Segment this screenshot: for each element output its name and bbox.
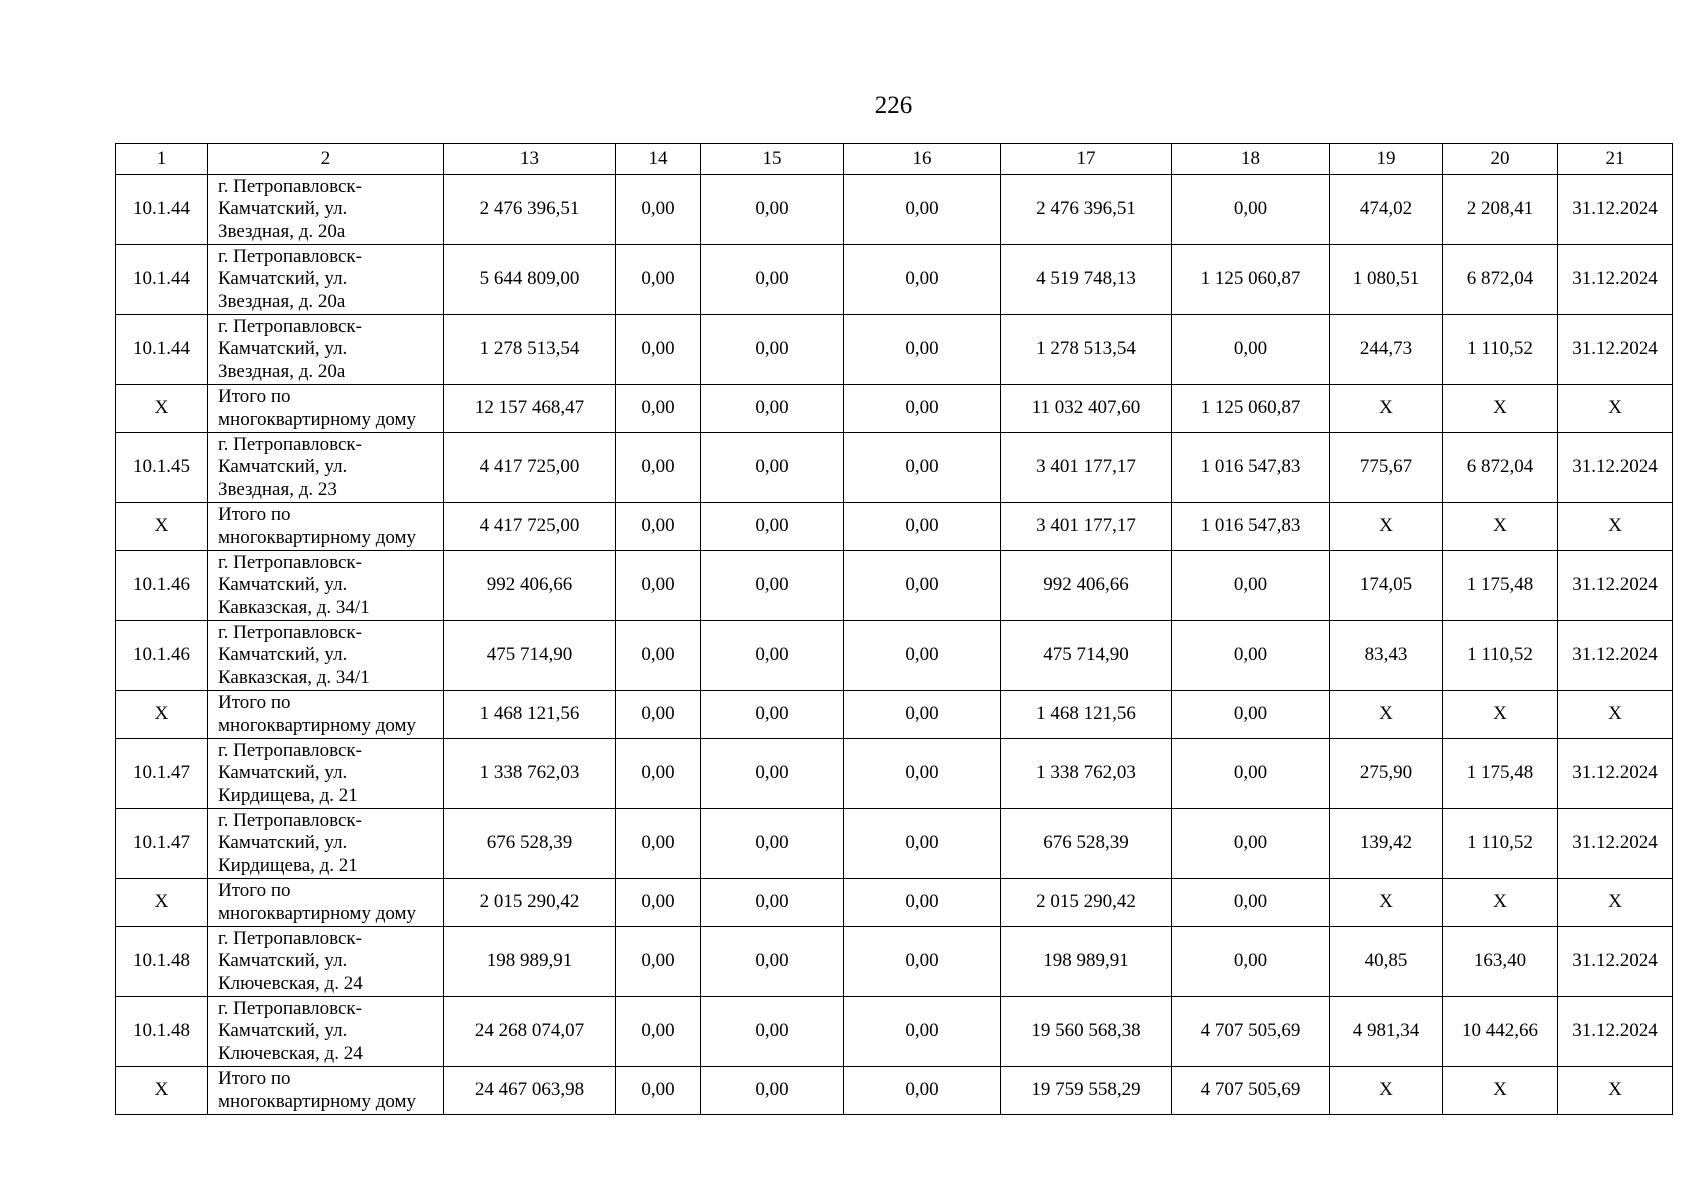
cell-col-18: 1 125 060,87 (1172, 245, 1330, 315)
cell-col-18: 0,00 (1172, 315, 1330, 385)
cell-col-18: 4 707 505,69 (1172, 997, 1330, 1067)
cell-col-19: 4 981,34 (1330, 997, 1443, 1067)
table-row (116, 175, 1673, 245)
cell-col-16: 0,00 (844, 245, 1001, 315)
cell-col-13: 4 417 725,00 (444, 503, 616, 551)
cell-num: 10.1.48 (116, 927, 208, 997)
cell-col-13: 24 467 063,98 (444, 1067, 616, 1115)
cell-address: Итого по многоквартирному дому (208, 879, 444, 927)
cell-col-15: 0,00 (701, 691, 844, 739)
cell-col-16: 0,00 (844, 315, 1001, 385)
cell-col-21: 31.12.2024 (1558, 739, 1673, 809)
column-header-col-17: 17 (1001, 144, 1172, 175)
cell-col-20: X (1443, 1067, 1558, 1115)
cell-col-20: X (1443, 879, 1558, 927)
total-row (116, 691, 1673, 739)
column-header-col-14: 14 (616, 144, 701, 175)
cell-address: г. Петропавловск- Камчатский, ул. Кирдищева, д. 21 (208, 739, 444, 809)
cell-col-18: 0,00 (1172, 739, 1330, 809)
cell-address: г. Петропавловск- Камчатский, ул. Ключевская, д. 24 (208, 927, 444, 997)
cell-col-19: X (1330, 503, 1443, 551)
cell-address: г. Петропавловск- Камчатский, ул. Кирдищева, д. 21 (208, 809, 444, 879)
cell-col-14: 0,00 (616, 551, 701, 621)
cell-col-14: 0,00 (616, 879, 701, 927)
cell-col-14: 0,00 (616, 691, 701, 739)
cell-col-18: 0,00 (1172, 551, 1330, 621)
cell-col-20: X (1443, 691, 1558, 739)
cell-col-14: 0,00 (616, 175, 701, 245)
cell-col-17: 19 759 558,29 (1001, 1067, 1172, 1115)
cell-col-16: 0,00 (844, 879, 1001, 927)
cell-col-15: 0,00 (701, 1067, 844, 1115)
cell-col-15: 0,00 (701, 739, 844, 809)
cell-col-21: 31.12.2024 (1558, 245, 1673, 315)
cell-col-19: X (1330, 691, 1443, 739)
cell-col-17: 3 401 177,17 (1001, 503, 1172, 551)
cell-col-19: 275,90 (1330, 739, 1443, 809)
cell-col-16: 0,00 (844, 1067, 1001, 1115)
cell-address: Итого по многоквартирному дому (208, 691, 444, 739)
cell-col-14: 0,00 (616, 739, 701, 809)
cell-col-20: 1 175,48 (1443, 739, 1558, 809)
cell-col-21: 31.12.2024 (1558, 927, 1673, 997)
cell-col-21: 31.12.2024 (1558, 315, 1673, 385)
table-row (116, 927, 1673, 997)
table-row (116, 809, 1673, 879)
cell-address: г. Петропавловск- Камчатский, ул. Звездная, д. 20а (208, 175, 444, 245)
cell-col-19: 474,02 (1330, 175, 1443, 245)
column-header-col-16: 16 (844, 144, 1001, 175)
cell-num: X (116, 879, 208, 927)
cell-col-14: 0,00 (616, 927, 701, 997)
cell-col-16: 0,00 (844, 175, 1001, 245)
cell-col-19: 40,85 (1330, 927, 1443, 997)
table-row (116, 245, 1673, 315)
cell-address: г. Петропавловск- Камчатский, ул. Кавказская, д. 34/1 (208, 551, 444, 621)
cell-col-13: 2 015 290,42 (444, 879, 616, 927)
cell-col-19: 174,05 (1330, 551, 1443, 621)
cell-num: X (116, 385, 208, 433)
cell-col-16: 0,00 (844, 997, 1001, 1067)
cell-address: г. Петропавловск- Камчатский, ул. Кавказская, д. 34/1 (208, 621, 444, 691)
cell-num: X (116, 503, 208, 551)
cell-col-13: 4 417 725,00 (444, 433, 616, 503)
cell-col-16: 0,00 (844, 503, 1001, 551)
cell-col-17: 198 989,91 (1001, 927, 1172, 997)
cell-col-21: 31.12.2024 (1558, 175, 1673, 245)
cell-col-18: 4 707 505,69 (1172, 1067, 1330, 1115)
column-header-address: 2 (208, 144, 444, 175)
column-header-col-15: 15 (701, 144, 844, 175)
cell-col-20: 1 175,48 (1443, 551, 1558, 621)
cell-col-20: 10 442,66 (1443, 997, 1558, 1067)
table-row (116, 997, 1673, 1067)
cell-col-18: 0,00 (1172, 809, 1330, 879)
cell-col-20: 1 110,52 (1443, 809, 1558, 879)
cell-col-19: 1 080,51 (1330, 245, 1443, 315)
cell-col-20: X (1443, 503, 1558, 551)
cell-col-15: 0,00 (701, 927, 844, 997)
column-header-col-13: 13 (444, 144, 616, 175)
total-row (116, 385, 1673, 433)
cell-col-20: X (1443, 385, 1558, 433)
cell-col-15: 0,00 (701, 621, 844, 691)
cell-col-14: 0,00 (616, 503, 701, 551)
cell-col-13: 24 268 074,07 (444, 997, 616, 1067)
column-header-col-18: 18 (1172, 144, 1330, 175)
cell-num: 10.1.46 (116, 551, 208, 621)
cell-col-20: 1 110,52 (1443, 315, 1558, 385)
cell-col-16: 0,00 (844, 621, 1001, 691)
cell-col-13: 475 714,90 (444, 621, 616, 691)
cell-col-18: 0,00 (1172, 621, 1330, 691)
cell-col-15: 0,00 (701, 385, 844, 433)
cell-col-17: 2 476 396,51 (1001, 175, 1172, 245)
cell-col-17: 2 015 290,42 (1001, 879, 1172, 927)
cell-col-14: 0,00 (616, 385, 701, 433)
cell-col-13: 198 989,91 (444, 927, 616, 997)
cell-num: X (116, 691, 208, 739)
cell-col-16: 0,00 (844, 739, 1001, 809)
cell-col-17: 1 338 762,03 (1001, 739, 1172, 809)
cell-address: Итого по многоквартирному дому (208, 385, 444, 433)
cell-col-15: 0,00 (701, 997, 844, 1067)
cell-col-21: X (1558, 1067, 1673, 1115)
cell-col-17: 1 468 121,56 (1001, 691, 1172, 739)
cell-col-19: X (1330, 879, 1443, 927)
cell-col-16: 0,00 (844, 551, 1001, 621)
table-row (116, 315, 1673, 385)
cell-col-21: 31.12.2024 (1558, 551, 1673, 621)
table-row (116, 551, 1673, 621)
cell-col-13: 1 338 762,03 (444, 739, 616, 809)
cell-col-15: 0,00 (701, 809, 844, 879)
cell-col-18: 1 125 060,87 (1172, 385, 1330, 433)
cell-col-18: 0,00 (1172, 879, 1330, 927)
cell-col-20: 6 872,04 (1443, 433, 1558, 503)
cell-col-21: 31.12.2024 (1558, 809, 1673, 879)
cell-address: г. Петропавловск- Камчатский, ул. Звездная, д. 20а (208, 315, 444, 385)
cell-address: г. Петропавловск- Камчатский, ул. Ключевская, д. 24 (208, 997, 444, 1067)
cell-col-17: 676 528,39 (1001, 809, 1172, 879)
column-header-col-21: 21 (1558, 144, 1673, 175)
cell-num: 10.1.44 (116, 315, 208, 385)
cell-col-19: 244,73 (1330, 315, 1443, 385)
cell-col-17: 4 519 748,13 (1001, 245, 1172, 315)
cell-num: 10.1.44 (116, 245, 208, 315)
cell-col-14: 0,00 (616, 809, 701, 879)
cell-col-21: X (1558, 385, 1673, 433)
cell-num: 10.1.46 (116, 621, 208, 691)
cell-col-17: 3 401 177,17 (1001, 433, 1172, 503)
cell-col-15: 0,00 (701, 315, 844, 385)
cell-col-13: 2 476 396,51 (444, 175, 616, 245)
cell-num: X (116, 1067, 208, 1115)
cell-col-17: 11 032 407,60 (1001, 385, 1172, 433)
cell-col-21: 31.12.2024 (1558, 433, 1673, 503)
cell-col-14: 0,00 (616, 433, 701, 503)
cell-col-17: 19 560 568,38 (1001, 997, 1172, 1067)
cell-col-20: 163,40 (1443, 927, 1558, 997)
cell-address: Итого по многоквартирному дому (208, 503, 444, 551)
cell-col-19: 83,43 (1330, 621, 1443, 691)
cell-num: 10.1.47 (116, 739, 208, 809)
cell-col-21: X (1558, 879, 1673, 927)
cell-col-13: 12 157 468,47 (444, 385, 616, 433)
cell-address: Итого по многоквартирному дому (208, 1067, 444, 1115)
header-row (116, 144, 1673, 175)
cell-col-15: 0,00 (701, 551, 844, 621)
cell-col-20: 6 872,04 (1443, 245, 1558, 315)
cell-col-19: 139,42 (1330, 809, 1443, 879)
cell-col-13: 5 644 809,00 (444, 245, 616, 315)
cell-col-14: 0,00 (616, 1067, 701, 1115)
cell-col-21: 31.12.2024 (1558, 621, 1673, 691)
column-header-col-20: 20 (1443, 144, 1558, 175)
cell-col-18: 0,00 (1172, 691, 1330, 739)
cell-col-13: 992 406,66 (444, 551, 616, 621)
column-header-col-19: 19 (1330, 144, 1443, 175)
page-number: 226 (874, 92, 913, 119)
data-table (115, 143, 1673, 1115)
cell-col-15: 0,00 (701, 175, 844, 245)
cell-address: г. Петропавловск- Камчатский, ул. Звездная, д. 20а (208, 245, 444, 315)
cell-col-13: 1 468 121,56 (444, 691, 616, 739)
cell-col-15: 0,00 (701, 879, 844, 927)
cell-col-16: 0,00 (844, 927, 1001, 997)
cell-col-13: 1 278 513,54 (444, 315, 616, 385)
cell-col-17: 1 278 513,54 (1001, 315, 1172, 385)
cell-col-13: 676 528,39 (444, 809, 616, 879)
cell-col-17: 992 406,66 (1001, 551, 1172, 621)
cell-col-16: 0,00 (844, 385, 1001, 433)
cell-num: 10.1.47 (116, 809, 208, 879)
total-row (116, 1067, 1673, 1115)
cell-col-16: 0,00 (844, 809, 1001, 879)
cell-col-16: 0,00 (844, 691, 1001, 739)
cell-col-19: X (1330, 385, 1443, 433)
cell-col-14: 0,00 (616, 245, 701, 315)
cell-col-18: 0,00 (1172, 175, 1330, 245)
cell-col-14: 0,00 (616, 315, 701, 385)
cell-col-14: 0,00 (616, 997, 701, 1067)
total-row (116, 503, 1673, 551)
cell-col-19: X (1330, 1067, 1443, 1115)
table-row (116, 621, 1673, 691)
column-header-num: 1 (116, 144, 208, 175)
cell-col-14: 0,00 (616, 621, 701, 691)
cell-col-18: 1 016 547,83 (1172, 433, 1330, 503)
cell-col-19: 775,67 (1330, 433, 1443, 503)
cell-col-17: 475 714,90 (1001, 621, 1172, 691)
cell-col-16: 0,00 (844, 433, 1001, 503)
cell-col-18: 0,00 (1172, 927, 1330, 997)
cell-col-18: 1 016 547,83 (1172, 503, 1330, 551)
total-row (116, 879, 1673, 927)
cell-col-15: 0,00 (701, 503, 844, 551)
cell-col-20: 1 110,52 (1443, 621, 1558, 691)
table-row (116, 433, 1673, 503)
cell-num: 10.1.45 (116, 433, 208, 503)
table-row (116, 739, 1673, 809)
cell-col-21: X (1558, 691, 1673, 739)
cell-col-21: 31.12.2024 (1558, 997, 1673, 1067)
cell-address: г. Петропавловск- Камчатский, ул. Звездная, д. 23 (208, 433, 444, 503)
cell-num: 10.1.48 (116, 997, 208, 1067)
cell-col-15: 0,00 (701, 433, 844, 503)
cell-col-15: 0,00 (701, 245, 844, 315)
cell-num: 10.1.44 (116, 175, 208, 245)
cell-col-21: X (1558, 503, 1673, 551)
cell-col-20: 2 208,41 (1443, 175, 1558, 245)
